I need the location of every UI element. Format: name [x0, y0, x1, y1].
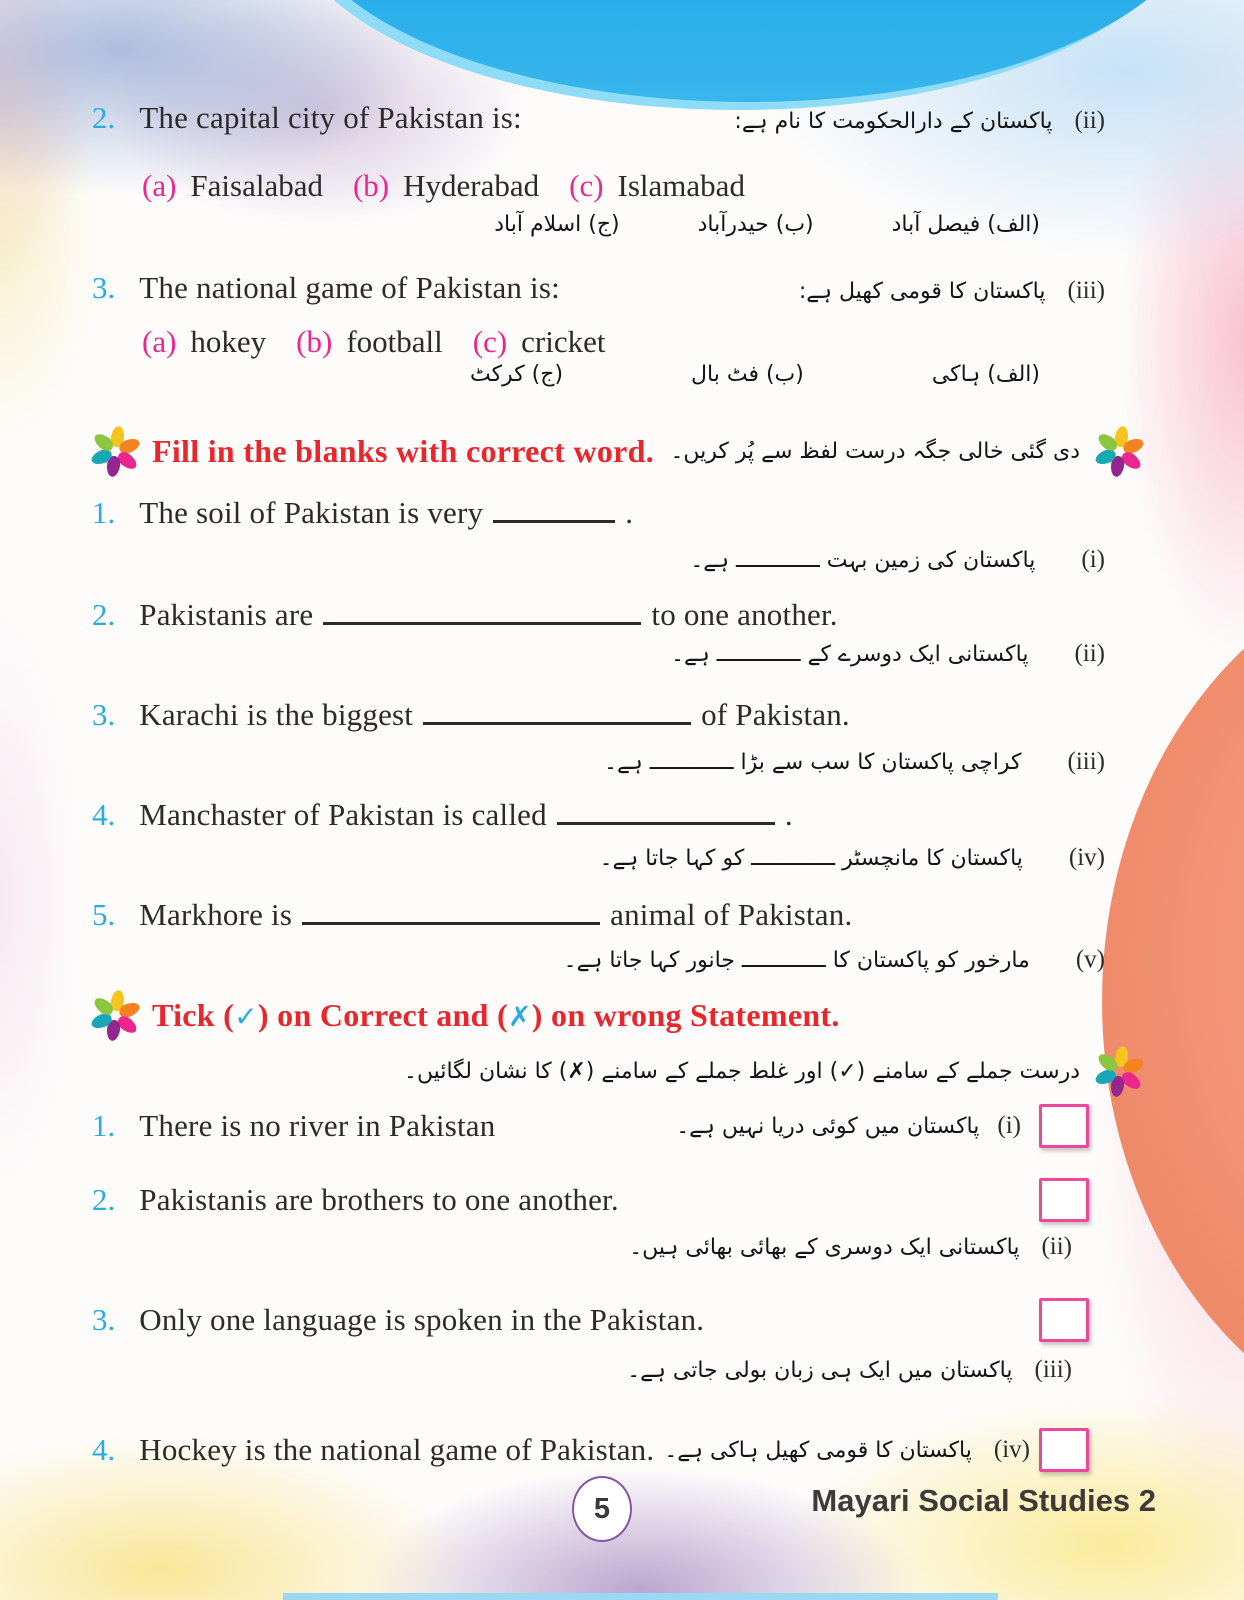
tick-statement-3-urdu-row — [627, 1356, 1072, 1384]
statement-text: Only one language is spoken in the Pakistan. — [139, 1302, 705, 1337]
question-number: 5. — [92, 897, 116, 932]
statement-left — [92, 1108, 495, 1144]
question-text-after: . — [625, 495, 634, 530]
statement-urdu-text: پاکستان میں کوئی دریا نہیں ہے۔ — [676, 1113, 980, 1139]
roman-numeral: (iv) — [993, 1436, 1030, 1463]
book-title: Mayari Social Studies 2 — [811, 1483, 1156, 1518]
fill-section-heading-row — [92, 428, 1142, 474]
heading-text: Tick ( — [152, 996, 235, 1033]
urdu-option: (الف) ہاکی — [931, 362, 1040, 387]
statement-text: There is no river in Pakistan — [139, 1108, 496, 1143]
option-letter: (a) — [142, 324, 177, 359]
question-number: 4. — [92, 797, 116, 832]
fill-blank-line — [302, 892, 600, 925]
statement-left — [92, 1182, 619, 1218]
statement-left — [92, 1432, 1030, 1468]
question-urdu-text: مارخور کو پاکستان کا ـــــــــــــ جانور کہا جاتا ہے۔ — [563, 948, 1030, 973]
question-text-before: Pakistanis are — [139, 597, 314, 632]
mcq-question-2-right — [734, 107, 1105, 135]
heading-text: ) on wrong Statement. — [531, 996, 840, 1033]
fill-question-3-urdu-row — [604, 748, 1105, 776]
question-number: 2. — [92, 597, 116, 632]
fill-question-1 — [92, 490, 1105, 531]
check-mark-glyph: ✓ — [234, 999, 258, 1033]
question-text-after: . — [784, 797, 793, 832]
statement-number: 2. — [92, 1182, 116, 1217]
statement-text: Hockey is the national game of Pakistan. — [139, 1432, 655, 1467]
statement-urdu-text: پاکستان کا قومی کھیل ہاکی ہے۔ — [664, 1437, 972, 1463]
statement-number: 4. — [92, 1432, 116, 1467]
fill-question-3 — [92, 692, 1105, 733]
page-number: 5 — [593, 1492, 611, 1525]
urdu-option: (ج) اسلام آباد — [494, 212, 620, 237]
option-letter: (a) — [142, 168, 177, 203]
question-text-after: of Pakistan. — [701, 697, 850, 732]
question-text-after: to one another. — [651, 597, 838, 632]
question-text-before: The soil of Pakistan is very — [139, 495, 484, 530]
option-letter: (c) — [472, 324, 508, 359]
fill-question-5-urdu-row — [564, 946, 1105, 974]
bottom-blue-strip — [283, 1593, 998, 1600]
roman-numeral: (v) — [1075, 946, 1105, 973]
statement-urdu-text: پاکستان میں ایک ہی زبان بولی جاتی ہے۔ — [627, 1358, 1013, 1383]
flower-asterisk-icon — [92, 992, 138, 1038]
fill-question-2 — [92, 592, 1105, 633]
option-letter: (c) — [569, 168, 604, 203]
fill-blank-line — [423, 692, 691, 725]
question-urdu-text: پاکستان کا قومی کھیل ہے: — [798, 279, 1046, 304]
fill-question-2-urdu-row — [671, 640, 1105, 668]
tick-statement-2-urdu-row — [629, 1233, 1072, 1261]
question-text: The national game of Pakistan is: — [139, 270, 560, 305]
roman-numeral: (ii) — [1074, 640, 1105, 667]
fill-question-4-urdu-row — [600, 844, 1105, 872]
tick-statement-2 — [92, 1178, 1089, 1222]
mcq-question-3-urdu-options — [470, 362, 1040, 387]
question-text: The capital city of Pakistan is: — [139, 100, 522, 135]
tick-statement-4 — [92, 1428, 1089, 1472]
question-urdu-text: کراچی پاکستان کا سب سے بڑا ـــــــــــــ ہے۔ — [604, 750, 1022, 775]
fill-question-1-urdu-row — [690, 546, 1105, 574]
answer-checkbox[interactable] — [1039, 1428, 1089, 1472]
fill-question-5 — [92, 892, 1105, 933]
option-letter: (b) — [352, 168, 390, 203]
question-text-before: Manchaster of Pakistan is called — [139, 797, 547, 832]
roman-numeral: (ii) — [1074, 107, 1105, 134]
statement-text: Pakistanis are brothers to one another. — [139, 1182, 619, 1217]
statement-right — [676, 1104, 1089, 1148]
mcq-question-3-row — [92, 270, 1105, 306]
urdu-option: (ب) فٹ بال — [691, 362, 804, 387]
fill-section-heading: Fill in the blanks with correct word. — [152, 432, 655, 469]
question-text-before: Karachi is the biggest — [139, 697, 414, 732]
mcq-question-3-right — [799, 277, 1105, 305]
option-text: Hyderabad — [403, 168, 540, 203]
mcq-question-3-left — [92, 270, 560, 306]
mcq-question-2-urdu-options — [494, 212, 1040, 237]
option-letter: (b) — [296, 324, 333, 359]
urdu-option: (ب) حیدرآباد — [697, 212, 814, 237]
option-text: Faisalabad — [190, 168, 323, 203]
fill-question-4 — [92, 792, 1105, 833]
answer-checkbox[interactable] — [1039, 1298, 1089, 1342]
tick-section-urdu-row — [404, 1048, 1142, 1094]
mcq-question-2-options — [142, 168, 745, 204]
tick-statement-1 — [92, 1104, 1089, 1148]
question-number: 3. — [92, 270, 116, 305]
fill-blank-line — [323, 592, 641, 625]
question-urdu-text: پاکستان کے دارالحکومت کا نام ہے: — [734, 109, 1053, 134]
mcq-question-2-left — [92, 100, 522, 136]
option-text: football — [346, 324, 443, 359]
statement-number: 1. — [92, 1108, 116, 1143]
tick-section-heading-urdu: درست جملے کے سامنے (✓) اور غلط جملے کے سامنے (✗) کا نشان لگائیں۔ — [404, 1058, 1080, 1084]
flower-asterisk-icon — [1096, 1048, 1142, 1094]
fill-blank-line — [493, 490, 615, 523]
roman-numeral: (iv) — [1068, 844, 1105, 871]
cross-mark-glyph: ✗ — [508, 999, 532, 1033]
question-text-after: animal of Pakistan. — [610, 897, 853, 932]
roman-numeral: (iii) — [1067, 277, 1105, 304]
question-number: 3. — [92, 697, 116, 732]
page-number-badge — [572, 1476, 632, 1542]
fill-blank-line — [557, 792, 775, 825]
flower-asterisk-icon — [92, 428, 138, 474]
option-text: hokey — [190, 324, 267, 359]
statement-number: 3. — [92, 1302, 116, 1337]
urdu-option: (الف) فیصل آباد — [891, 212, 1040, 237]
option-text: Islamabad — [617, 168, 745, 203]
tick-section-heading-row — [92, 992, 1105, 1038]
question-urdu-text: پاکستان کا مانچسٹر ـــــــــــــ کو کہا جاتا ہے۔ — [599, 846, 1023, 871]
statement-urdu-text: پاکستانی ایک دوسری کے بھائی بھائی ہیں۔ — [629, 1235, 1020, 1260]
statement-left — [92, 1302, 704, 1338]
urdu-option: (ج) کرکٹ — [469, 362, 564, 387]
fill-section-heading-urdu: دی گئی خالی جگہ درست لفظ سے پُر کریں۔ — [670, 438, 1080, 464]
question-number: 2. — [92, 100, 116, 135]
roman-numeral: (iii) — [1034, 1356, 1072, 1383]
fill-heading-left — [92, 428, 654, 474]
question-urdu-text: پاکستانی ایک دوسرے کے ـــــــــــــ ہے۔ — [671, 642, 1029, 667]
roman-numeral: (iii) — [1067, 748, 1105, 775]
tick-statement-3 — [92, 1298, 1089, 1342]
tick-section-heading — [152, 997, 840, 1034]
heading-text: ) on Correct and ( — [257, 996, 508, 1033]
mcq-question-3-options — [142, 324, 605, 360]
question-text-before: Markhore is — [139, 897, 293, 932]
roman-numeral: (ii) — [1041, 1233, 1072, 1260]
option-text: cricket — [521, 324, 606, 359]
mcq-question-2-row — [92, 100, 1105, 136]
answer-checkbox[interactable] — [1039, 1178, 1089, 1222]
roman-numeral: (i) — [997, 1112, 1021, 1139]
question-urdu-text: پاکستان کی زمین بہت ـــــــــــــ ہے۔ — [690, 548, 1036, 573]
flower-asterisk-icon — [1096, 428, 1142, 474]
side-bubble-decoration — [1102, 556, 1244, 1446]
question-number: 1. — [92, 495, 116, 530]
fill-heading-right — [670, 428, 1142, 474]
roman-numeral: (i) — [1081, 546, 1105, 573]
answer-checkbox[interactable] — [1039, 1104, 1089, 1148]
